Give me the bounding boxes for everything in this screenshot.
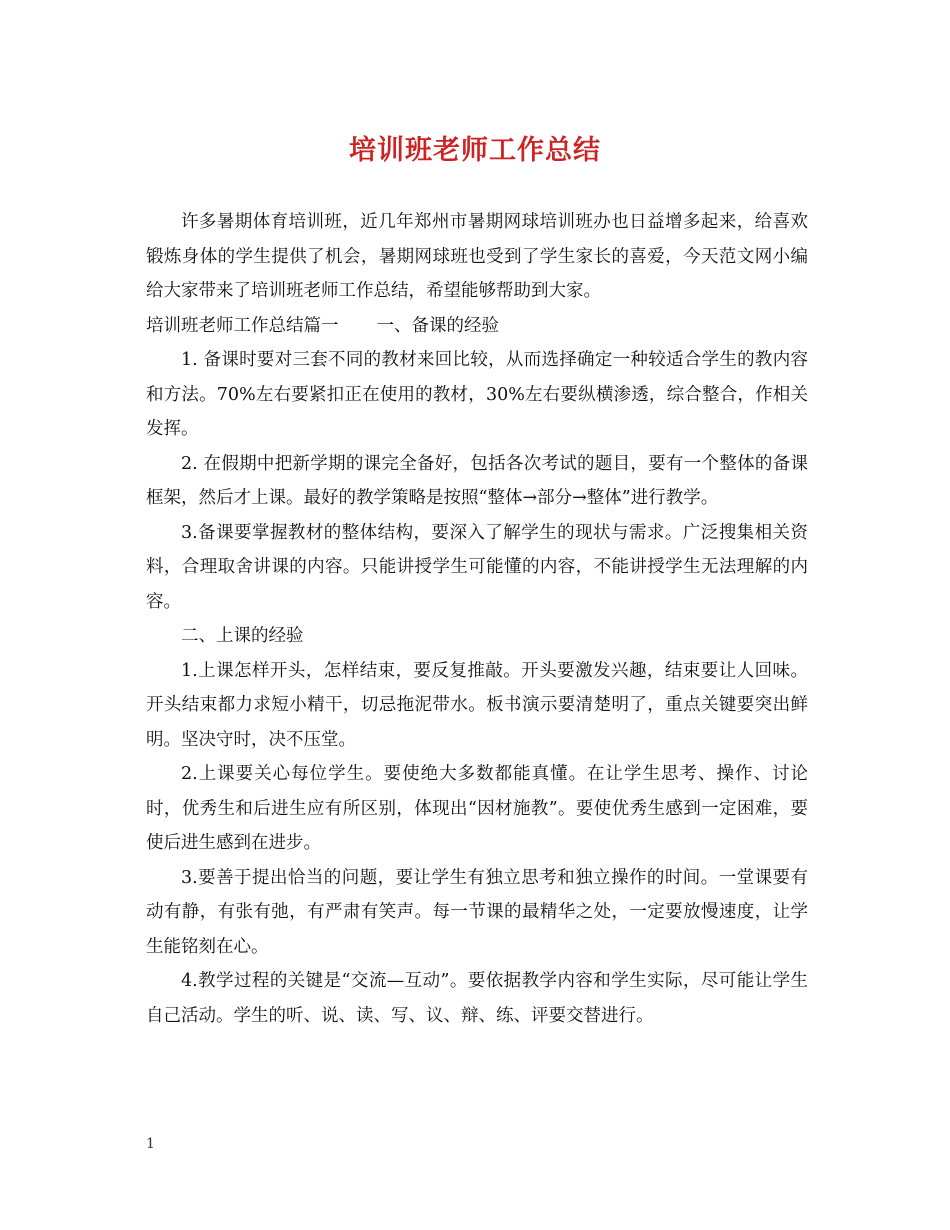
section2-item-2: 2.上课要关心每位学生。要使绝大多数都能真懂。在让学生思考、操作、讨论时，优秀生和后进生应有所区别，体现出“因材施教”。要使优秀生感到一定困难，要使后进生感到在进步。 bbox=[146, 764, 808, 853]
section2-item-3: 3.要善于提出恰当的问题，要让学生有独立思考和独立操作的时间。一堂课要有动有静，有张有弛，有严肃有笑声。每一节课的最精华之处，一定要放慢速度，让学生能铭刻在心。 bbox=[146, 867, 808, 957]
section1-item-1: 1. 备课时要对三套不同的教材来回比较，从而选择确定一种较适合学生的教内容和方法。70%左右要紧扣正在使用的教材，30%左右要纵横渗透，综合整合，作相关发挥。 bbox=[146, 350, 808, 439]
document-title: 培训班老师工作总结 bbox=[349, 135, 601, 166]
part-heading-line bbox=[146, 309, 808, 344]
section2-item-4: 4.教学过程的关键是“交流—互动”。要依据教学内容和学生实际，尽可能让学生自己活动。学生的听、说、读、写、议、辩、练、评要交替进行。 bbox=[146, 971, 808, 1026]
section1-item-2: 2. 在假期中把新学期的课完全备好，包括各次考试的题目，要有一个整体的备课框架，然后才上课。最好的教学策略是按照“整体→部分→整体”进行教学。 bbox=[146, 453, 808, 508]
page-number: 1 bbox=[146, 1136, 155, 1152]
section2-heading: 二、上课的经验 bbox=[181, 626, 304, 646]
part-label: 培训班老师工作总结篇一 bbox=[146, 315, 339, 336]
section1-heading: 一、备课的经验 bbox=[376, 315, 499, 336]
intro-paragraph: 许多暑期体育培训班，近几年郑州市暑期网球培训班办也日益增多起来，给喜欢锻炼身体的学生提供了机会，暑期网球班也受到了学生家长的喜爱，今天范文网小编给大家带来了培训班老师工作总结，希望能够帮助到大家。 bbox=[146, 212, 808, 301]
document-body bbox=[146, 205, 808, 1033]
section2-item-1: 1.上课怎样开头，怎样结束，要反复推敲。开头要激发兴趣，结束要让人回味。开头结束都力求短小精干，切忌拖泥带水。板书演示要清楚明了，重点关键要突出鲜明。坚决守时，决不压堂。 bbox=[146, 660, 808, 750]
section1-item-3: 3.备课要掌握教材的整体结构，要深入了解学生的现状与需求。广泛搜集相关资料，合理取舍讲课的内容。只能讲授学生可能懂的内容，不能讲授学生无法理解的内容。 bbox=[146, 522, 808, 612]
